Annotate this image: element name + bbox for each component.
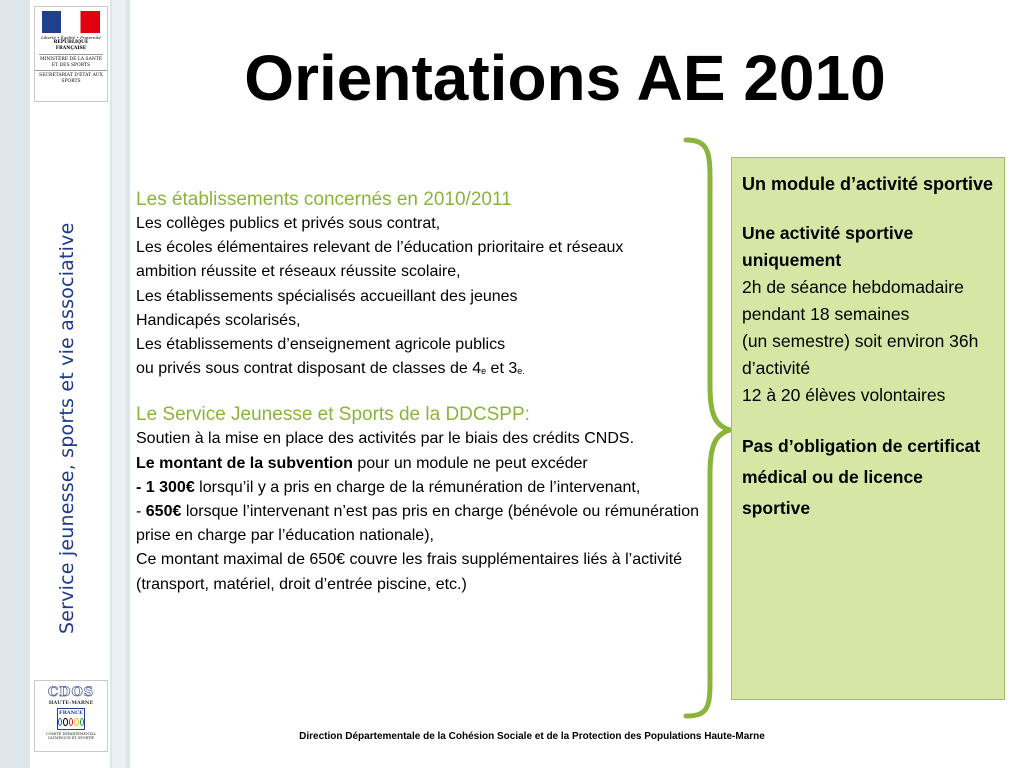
section1-line7: [136, 357, 706, 383]
rf-name: RÉPUBLIQUE FRANÇAISE: [39, 40, 103, 55]
section1-heading: Les établissements concernés en 2010/2011: [136, 189, 512, 210]
module-title: Un module d’activité sportive: [742, 174, 994, 194]
section1-line4: Les établissements spécialisés accueillant des jeunes: [136, 287, 518, 305]
section1-line6: Les établissements d’enseignement agricole publics: [136, 336, 506, 354]
line7-sup1: e: [481, 366, 487, 377]
olympic-rings-icon: [58, 718, 84, 726]
footer-label: Direction Départementale de la Cohésion Sociale et de la Protection des Populations Haute-Marne: [299, 731, 765, 742]
section1-line5: Handicapés scolarisés,: [136, 311, 301, 329]
cdos-france-box: [57, 708, 85, 730]
module-note: Pas d’obligation de certificat médical ou de licence sportive: [742, 436, 981, 518]
section2-heading: Le Service Jeunesse et Sports de la DDCSPP:: [136, 404, 530, 426]
section2-line5: Ce montant maximal de 650€ couvre les frais supplémentaires liés à l’activité (transport, matériel, droit d’entrée piscine, etc.): [136, 551, 683, 593]
rf-ministry: MINISTÈRE DE LA SANTÉ ET DES SPORTS: [35, 57, 107, 71]
section2-line3: [136, 476, 706, 500]
olympic-ring-icon: [63, 718, 67, 726]
curly-brace-icon: [676, 136, 736, 720]
rf-motto: Liberté • Égalité • Fraternité: [41, 35, 101, 40]
line7-part-b: et 3: [486, 360, 518, 378]
module-line3: 12 à 20 élèves volontaires: [742, 385, 946, 405]
module-subtitle: Une activité sportive uniquement: [742, 223, 914, 270]
olympic-ring-icon: [80, 718, 84, 726]
module-line2: (un semestre) soit environ 36h d’activité: [742, 331, 979, 378]
cdos-word: CDOS: [47, 685, 95, 700]
section1-line3: ambition réussite et réseaux réussite scolaire,: [136, 263, 461, 281]
subvention-bold: Le montant de la subvention: [136, 454, 353, 472]
line7-sup2: e: [517, 366, 523, 377]
line7-part-a: ou privés sous contrat disposant de classes de 4: [136, 360, 482, 378]
amount-650-text: lorsque l’intervenant n’est pas pris en charge (bénévole ou rémunération prise en charge par l’éducation nationale),: [136, 503, 700, 545]
footer-text: [0, 730, 1024, 744]
amount-1300: - 1 300€: [136, 478, 195, 496]
section2-line2: [136, 452, 706, 476]
subvention-rest: pour un module ne peut excéder: [352, 454, 588, 472]
section2-line1: Soutien à la mise en place des activités par le biais des crédits CNDS.: [136, 430, 635, 448]
cdos-foot: COMITÉ DÉPARTEMENTAL OLYMPIQUE ET SPORTIF: [45, 732, 97, 740]
rf-secretariat: SECRÉTARIAT D'ÉTAT AUX SPORTS: [39, 73, 103, 84]
section2-line4: [136, 500, 706, 548]
republique-francaise-logo: [34, 6, 108, 102]
olympic-ring-icon: [58, 718, 62, 726]
olympic-ring-icon: [74, 718, 78, 726]
slide-title: Orientations AE 2010: [244, 42, 886, 114]
cdos-france-label: FRANCE: [59, 710, 83, 716]
vertical-service-title: Service jeunesse, sports et vie associative: [56, 222, 78, 634]
cdos-sub: HAUTE-MARNE: [48, 700, 94, 706]
module-line1: 2h de séance hebdomadaire pendant 18 semaines: [742, 277, 964, 324]
marianne-flag-icon: [42, 11, 100, 33]
section1-line1: Les collèges publics et privés sous contrat,: [136, 215, 441, 232]
amount-1300-text: lorsqu’il y a pris en charge de la rémunération de l’intervenant,: [194, 478, 641, 496]
left-band-stripe: [112, 0, 126, 768]
section1-line2: Les écoles élémentaires relevant de l’éducation prioritaire et réseaux: [136, 239, 624, 257]
amount-650-dash: -: [136, 503, 146, 521]
module-info-box: [731, 157, 1005, 700]
line7-part-c: .: [522, 366, 525, 377]
olympic-ring-icon: [69, 718, 73, 726]
amount-650: 650€: [145, 503, 182, 521]
main-content: [136, 188, 706, 597]
